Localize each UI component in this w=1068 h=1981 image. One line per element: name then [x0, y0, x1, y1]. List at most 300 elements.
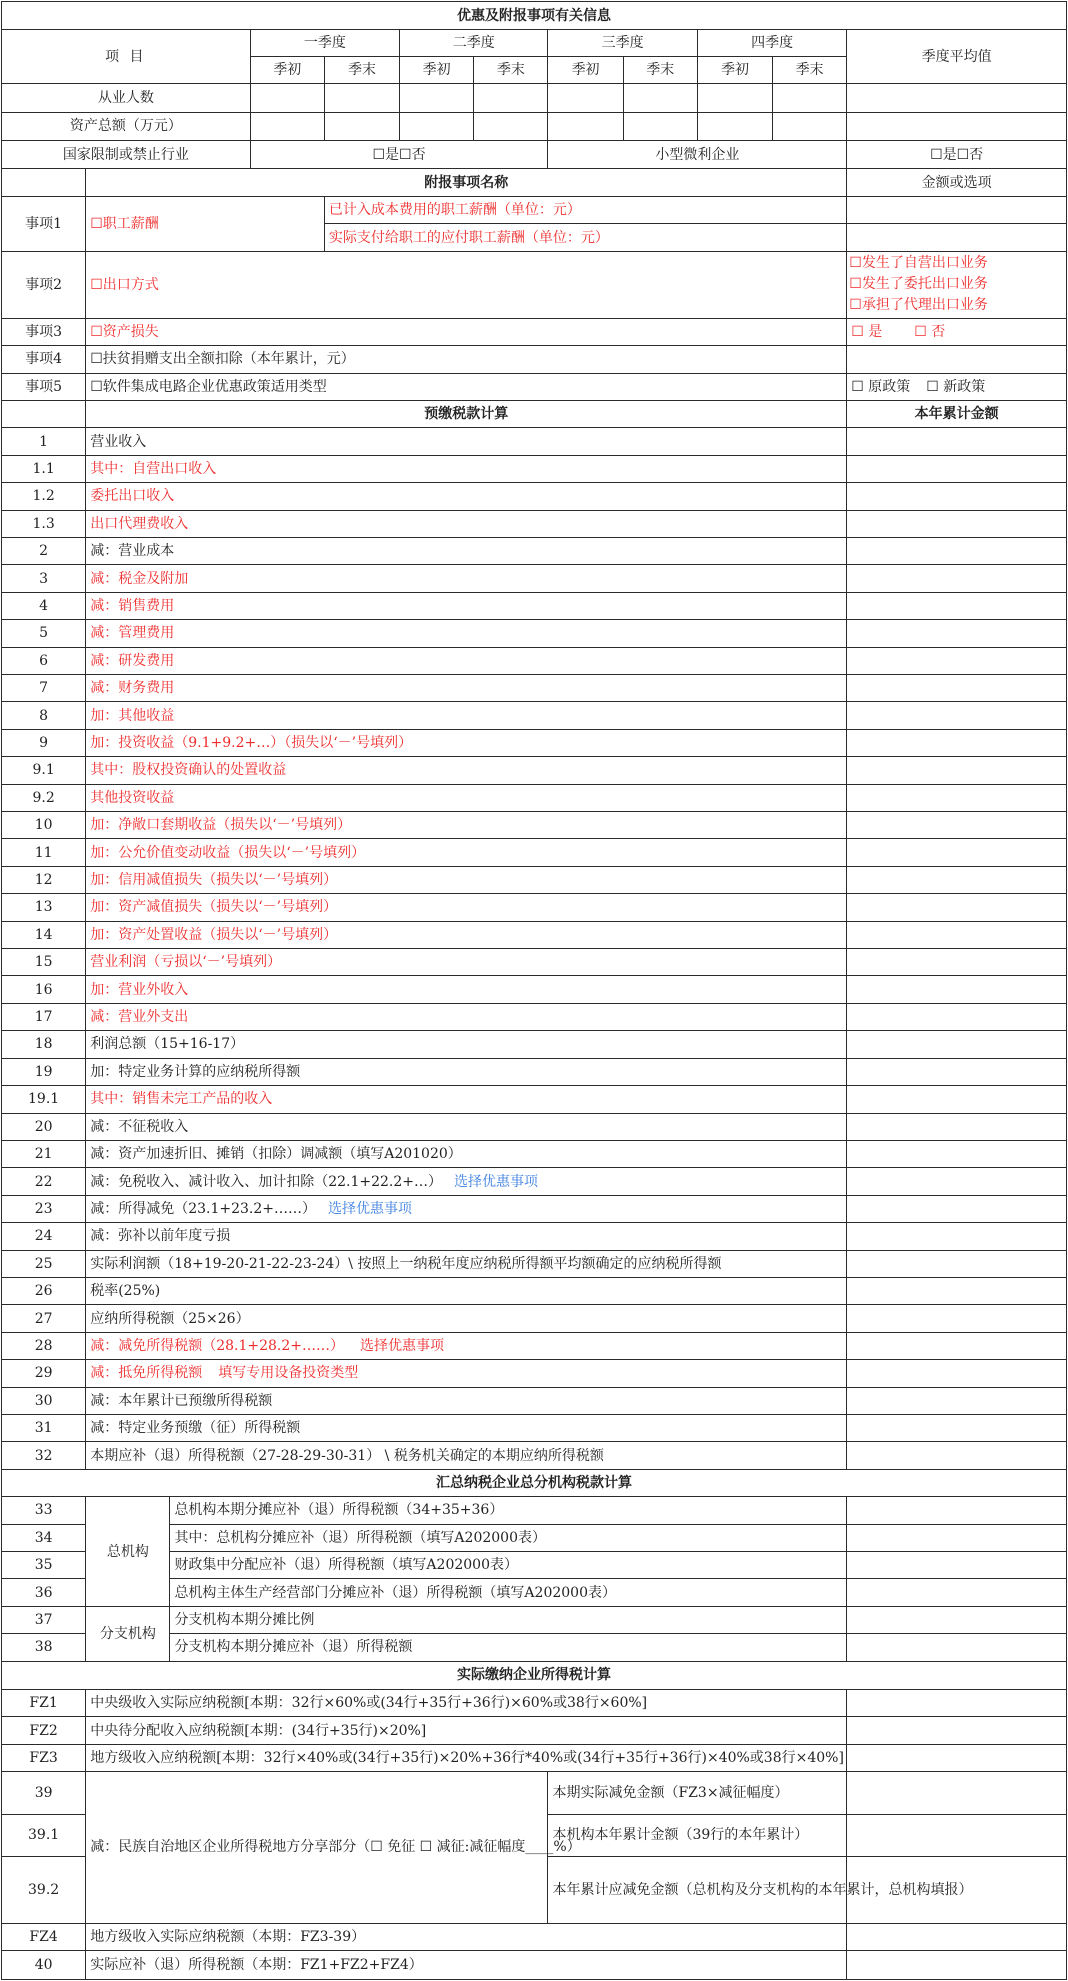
prepay-row-label: 营业利润（亏损以‘－’号填列） [90, 954, 282, 971]
prepay-row-label: 本期应补（退）所得税额（27-28-29-30-31） \ 税务机关确定的本期应纳所得税额 [90, 1447, 604, 1464]
prepay-row-text [86, 1113, 847, 1140]
prepay-row [2, 784, 1067, 811]
prepay-row-number: 25 [2, 1250, 86, 1277]
fz2-text: 中央待分配收入应纳税额[本期：(34行+35行)×20%] [86, 1717, 847, 1744]
employees-q3-end[interactable] [623, 84, 697, 112]
prepay-row-text [86, 1332, 847, 1359]
prepay-row-number: 1.1 [2, 455, 86, 482]
prepay-row-number: 19 [2, 1058, 86, 1085]
row39-2-sub: 本年累计应减免金额（总机构及分支机构的本年累计，总机构填报） [548, 1856, 847, 1923]
item2-opt-agent-export[interactable]: ☐承担了代理出口业务 [849, 297, 988, 314]
quarter-header-2: 二季度 [400, 30, 548, 56]
quarter-header-3: 三季度 [548, 30, 697, 56]
row39-number: 39 [2, 1772, 86, 1815]
prepay-row-label: 其中：销售未完工产品的收入 [90, 1091, 273, 1108]
prepay-row-amount[interactable] [847, 866, 1067, 893]
prepay-row [2, 1168, 1067, 1195]
quarter-header-1: 一季度 [250, 30, 399, 56]
prepay-row-number: 16 [2, 976, 86, 1003]
prepay-row-amount[interactable] [847, 784, 1067, 811]
item2-options [847, 251, 1067, 318]
prepay-row [2, 510, 1067, 537]
prepay-row-number: 14 [2, 921, 86, 948]
row39-2-number: 39.2 [2, 1856, 86, 1923]
prepay-row [2, 565, 1067, 592]
prepay-row-number: 12 [2, 866, 86, 893]
item3-no[interactable]: ☐ 否 [914, 323, 946, 340]
actual-title: 实际缴纳企业所得税计算 [2, 1661, 1067, 1689]
prepay-row-amount[interactable] [847, 565, 1067, 592]
prepay-row-amount[interactable] [847, 1086, 1067, 1113]
prepay-row-text [86, 729, 847, 756]
assets-q1-start[interactable] [250, 112, 324, 140]
employees-q3-start[interactable] [548, 84, 623, 112]
prepay-row-text [86, 1442, 847, 1469]
prepay-row-text [86, 976, 847, 1003]
prepay-row-number: 23 [2, 1195, 86, 1222]
restricted-industry-label: 国家限制或禁止行业 [2, 141, 251, 169]
prepay-row-number: 1.3 [2, 510, 86, 537]
fz2-amount[interactable] [847, 1717, 1067, 1744]
head-office-label: 总机构 [86, 1497, 170, 1607]
prepay-row-amount[interactable] [847, 949, 1067, 976]
fz1-amount[interactable] [847, 1690, 1067, 1717]
prepay-row-label: 减：减免所得税额（28.1+28.2+……） [90, 1337, 345, 1354]
assets-q3-end[interactable] [623, 112, 697, 140]
prepay-row-text [86, 894, 847, 921]
prepay-row-text [86, 1360, 847, 1387]
prepay-row-label: 减：不征税收入 [90, 1118, 189, 1135]
prepay-row-text [86, 1140, 847, 1167]
prepay-row-text [86, 1031, 847, 1058]
prepay-row-label: 加：信用减值损失（损失以‘－’号填列） [90, 872, 338, 889]
branch-row-number: 34 [2, 1524, 86, 1551]
prepay-row-label: 加：净敞口套期收益（损失以‘－’号填列） [90, 817, 352, 834]
prepay-row-number: 29 [2, 1360, 86, 1387]
avg-header: 季度平均值 [847, 30, 1067, 84]
branch-row-amount[interactable] [847, 1552, 1067, 1579]
prepay-row [2, 1387, 1067, 1414]
assets-q2-end[interactable] [474, 112, 548, 140]
prepay-row-amount[interactable] [847, 1442, 1067, 1469]
prepay-row-amount[interactable] [847, 620, 1067, 647]
row39-amount[interactable] [847, 1772, 1067, 1815]
branch-row-amount[interactable] [847, 1497, 1067, 1524]
row40-amount[interactable] [847, 1950, 1067, 1979]
prepay-row [2, 483, 1067, 510]
assets-q1-end[interactable] [324, 112, 399, 140]
prepay-row-text [86, 1414, 847, 1441]
row39-1-sub: 本机构本年累计金额（39行的本年累计） [548, 1814, 847, 1856]
prepay-row-text [86, 1003, 847, 1030]
branch-row-text: 分支机构本期分摊应补（退）所得税额 [170, 1634, 847, 1661]
branch-row-text: 总机构本期分摊应补（退）所得税额（34+35+36） [170, 1497, 847, 1524]
item3-options [847, 318, 1067, 345]
prepay-row-label: 营业收入 [90, 433, 147, 450]
branch-row-amount[interactable] [847, 1579, 1067, 1606]
prepay-row-number: 21 [2, 1140, 86, 1167]
prepay-row-number: 31 [2, 1414, 86, 1441]
prepay-row-text [86, 1387, 847, 1414]
item5-options [847, 373, 1067, 400]
prepay-row-amount[interactable] [847, 1414, 1067, 1441]
prepay-row-amount[interactable] [847, 1140, 1067, 1167]
prepay-row-amount[interactable] [847, 976, 1067, 1003]
q3-end-header: 季末 [623, 56, 697, 83]
prepay-row-action-link[interactable]: 填写专用设备投资类型 [218, 1365, 359, 1382]
prepay-amount-header: 本年累计金额 [847, 400, 1067, 427]
prepay-row-amount[interactable] [847, 812, 1067, 839]
prepay-row [2, 1031, 1067, 1058]
prepay-row [2, 675, 1067, 702]
branch-row-number: 36 [2, 1579, 86, 1606]
prepay-row-label: 委托出口收入 [90, 488, 175, 505]
item1-sub1-value[interactable] [847, 196, 1067, 223]
assets-average[interactable] [847, 112, 1067, 140]
info-title: 优惠及附报事项有关信息 [2, 2, 1067, 30]
q1-end-header: 季末 [324, 56, 399, 83]
prepay-row-text [86, 866, 847, 893]
prepay-row-amount[interactable] [847, 510, 1067, 537]
employees-q2-end[interactable] [474, 84, 548, 112]
row39-1-amount[interactable] [847, 1814, 1067, 1856]
attached-header-spacer [2, 169, 86, 196]
item1-label: 事项1 [2, 196, 86, 251]
prepay-row [2, 620, 1067, 647]
prepay-row-text [86, 483, 847, 510]
prepay-row [2, 1086, 1067, 1113]
q3-start-header: 季初 [548, 56, 623, 83]
fz4-number: FZ4 [2, 1923, 86, 1950]
assets-q2-start[interactable] [400, 112, 474, 140]
item2-opt-entrusted-export[interactable]: ☐发生了委托出口业务 [849, 276, 988, 293]
fz2-number: FZ2 [2, 1717, 86, 1744]
prepay-row-number: 24 [2, 1223, 86, 1250]
prepay-row-text [86, 702, 847, 729]
branch-row-amount[interactable] [847, 1524, 1067, 1551]
employees-q2-start[interactable] [400, 84, 474, 112]
prepay-row-label: 加：其他收益 [90, 707, 175, 724]
prepay-row-label: 减：抵免所得税额 [90, 1365, 203, 1382]
prepay-row-text [86, 1223, 847, 1250]
prepay-row-text [86, 1195, 847, 1222]
prepay-row-amount[interactable] [847, 894, 1067, 921]
prepay-row-number: 13 [2, 894, 86, 921]
prepay-row [2, 428, 1067, 455]
prepay-row-label: 减：弥补以前年度亏损 [90, 1228, 231, 1245]
prepay-row-label: 实际利润额（18+19-20-21-22-23-24）\ 按照上一纳税年度应纳税所得额平均额确定的应纳税所得额 [90, 1255, 722, 1272]
branch-office-label: 分支机构 [86, 1606, 170, 1661]
prepay-row [2, 866, 1067, 893]
select-preference-link[interactable]: 选择优惠事项 [454, 1173, 539, 1190]
prepay-row-text [86, 1058, 847, 1085]
quarter-header-4: 四季度 [697, 30, 846, 56]
prepay-row-amount[interactable] [847, 702, 1067, 729]
prepay-row-text [86, 592, 847, 619]
prepay-row-text [86, 757, 847, 784]
prepay-row-number: 20 [2, 1113, 86, 1140]
item3-name[interactable]: ☐资产损失 [86, 318, 847, 345]
prepay-row-amount[interactable] [847, 1195, 1067, 1222]
prepay-row-amount[interactable] [847, 839, 1067, 866]
prepay-row-number: 6 [2, 647, 86, 674]
assets-label: 资产总额（万元） [2, 112, 251, 140]
prepay-row-amount[interactable] [847, 428, 1067, 455]
prepay-row-label: 加：特定业务计算的应纳税所得额 [90, 1063, 301, 1080]
prepay-row-label: 其他投资收益 [90, 789, 175, 806]
prepay-row-action-link[interactable]: 选择优惠事项 [360, 1337, 445, 1354]
branch-row-text: 总机构主体生产经营部门分摊应补（退）所得税额（填写A202000表） [170, 1579, 847, 1606]
employees-average[interactable] [847, 84, 1067, 112]
prepay-row-number: 9 [2, 729, 86, 756]
prepay-row-label: 应纳所得税额（25×26） [90, 1310, 250, 1327]
prepay-row [2, 894, 1067, 921]
prepay-row [2, 949, 1067, 976]
branch-row-number: 33 [2, 1497, 86, 1524]
prepay-row-label: 加：公允价值变动收益（损失以‘－’号填列） [90, 844, 366, 861]
q4-start-header: 季初 [697, 56, 772, 83]
prepay-row-label: 加：资产处置收益（损失以‘－’号填列） [90, 926, 338, 943]
prepay-row [2, 729, 1067, 756]
prepay-row [2, 1442, 1067, 1469]
prepay-row-number: 1 [2, 428, 86, 455]
prepay-row [2, 592, 1067, 619]
prepay-row-label: 减：销售费用 [90, 597, 175, 614]
fz3-number: FZ3 [2, 1744, 86, 1771]
prepay-row-number: 30 [2, 1387, 86, 1414]
row40-text: 实际应补（退）所得税额（本期：FZ1+FZ2+FZ4） [86, 1950, 847, 1979]
prepay-row-number: 10 [2, 812, 86, 839]
prepay-row-amount[interactable] [847, 1058, 1067, 1085]
fz1-number: FZ1 [2, 1690, 86, 1717]
prepay-row-text [86, 565, 847, 592]
prepay-row-amount[interactable] [847, 921, 1067, 948]
prepay-row-text [86, 1305, 847, 1332]
item5-label: 事项5 [2, 373, 86, 400]
prepay-row-text [86, 784, 847, 811]
row39-sub: 本期实际减免金额（FZ3×减征幅度） [548, 1772, 847, 1815]
branch-row-number: 37 [2, 1606, 86, 1633]
prepay-row [2, 1113, 1067, 1140]
prepay-row-label: 其中：自营出口收入 [90, 460, 217, 477]
row39-1-number: 39.1 [2, 1814, 86, 1856]
small-micro-label: 小型微利企业 [548, 141, 847, 169]
prepay-row-amount[interactable] [847, 537, 1067, 564]
prepay-row-label: 加：资产减值损失（损失以‘－’号填列） [90, 899, 338, 916]
q1-start-header: 季初 [250, 56, 324, 83]
prepay-row-amount[interactable] [847, 1332, 1067, 1359]
prepay-row [2, 976, 1067, 1003]
prepay-row-amount[interactable] [847, 1113, 1067, 1140]
prepay-row [2, 647, 1067, 674]
fz3-text: 地方级收入应纳税额[本期：32行×40%或(34行+35行)×20%+36行*40%或(34行+35行+36行)×40%或38行×40%] [86, 1744, 847, 1771]
item2-name[interactable]: ☐出口方式 [86, 251, 847, 318]
prepay-row-number: 3 [2, 565, 86, 592]
prepay-row-text [86, 949, 847, 976]
prepay-row [2, 1305, 1067, 1332]
prepay-row [2, 1195, 1067, 1222]
item5-name[interactable]: ☐软件集成电路企业优惠政策适用类型 [86, 373, 847, 400]
item2-label: 事项2 [2, 251, 86, 318]
prepay-row-amount[interactable] [847, 455, 1067, 482]
prepay-row-amount[interactable] [847, 1387, 1067, 1414]
prepay-row-label: 减：营业成本 [90, 543, 175, 560]
employees-q1-start[interactable] [250, 84, 324, 112]
q2-start-header: 季初 [400, 56, 474, 83]
branch-row-number: 35 [2, 1552, 86, 1579]
prepay-row [2, 1277, 1067, 1304]
branch-row-text: 分支机构本期分摊比例 [170, 1606, 847, 1633]
fz3-amount[interactable] [847, 1744, 1067, 1771]
prepay-row-text [86, 428, 847, 455]
prepay-row [2, 702, 1067, 729]
q2-end-header: 季末 [474, 56, 548, 83]
prepay-row [2, 812, 1067, 839]
prepay-row-number: 7 [2, 675, 86, 702]
attached-header-value: 金额或选项 [847, 169, 1067, 196]
prepay-row-amount[interactable] [847, 1223, 1067, 1250]
item5-new-policy[interactable]: ☐ 新政策 [926, 378, 986, 395]
prepay-row-text [86, 839, 847, 866]
prepay-row-amount[interactable] [847, 1360, 1067, 1387]
prepay-row-text [86, 1277, 847, 1304]
prepay-row [2, 839, 1067, 866]
prepay-row-number: 9.2 [2, 784, 86, 811]
branch-row-amount[interactable] [847, 1634, 1067, 1661]
prepay-row-text [86, 1250, 847, 1277]
prepay-row-amount[interactable] [847, 1277, 1067, 1304]
item3-yes[interactable]: ☐ 是 [851, 323, 883, 340]
prepay-row [2, 455, 1067, 482]
prepay-row-label: 出口代理费收入 [90, 515, 189, 532]
branch-row-text: 财政集中分配应补（退）所得税额（填写A202000表） [170, 1552, 847, 1579]
prepay-row-text [86, 1086, 847, 1113]
prepay-row-amount[interactable] [847, 729, 1067, 756]
prepay-row-label: 减：营业外支出 [90, 1009, 189, 1026]
prepay-row-text [86, 675, 847, 702]
prepay-row-text [86, 921, 847, 948]
select-preference-link[interactable]: 选择优惠事项 [328, 1200, 413, 1217]
item2-opt-self-export[interactable]: ☐发生了自营出口业务 [849, 255, 988, 272]
prepay-row-label: 加：营业外收入 [90, 981, 189, 998]
prepay-row-text [86, 1168, 847, 1195]
employees-label: 从业人数 [2, 84, 251, 112]
prepay-row-label: 其中：股权投资确认的处置收益 [90, 762, 287, 779]
prepay-row [2, 1140, 1067, 1167]
prepay-row-label: 加：投资收益（9.1+9.2+…）（损失以‘－’号填列） [90, 735, 413, 752]
fz4-amount[interactable] [847, 1923, 1067, 1950]
prepay-row-text [86, 647, 847, 674]
prepay-row-text [86, 510, 847, 537]
item-header: 项 目 [2, 30, 251, 84]
prepay-row-label: 减：本年累计已预缴所得税额 [90, 1392, 273, 1409]
item1-sub2-value[interactable] [847, 224, 1067, 251]
prepay-row-number: 2 [2, 537, 86, 564]
prepay-row-number: 18 [2, 1031, 86, 1058]
prepay-row-number: 8 [2, 702, 86, 729]
prepay-row-number: 9.1 [2, 757, 86, 784]
prepay-row-label: 减：管理费用 [90, 625, 175, 642]
prepay-row-label: 减：资产加速折旧、摊销（扣除）调减额（填写A201020） [90, 1146, 462, 1163]
assets-q4-start[interactable] [697, 112, 772, 140]
prepay-row-amount[interactable] [847, 1250, 1067, 1277]
fz1-text: 中央级收入实际应纳税额[本期：32行×60%或(34行+35行+36行)×60%或38行×60%] [86, 1690, 847, 1717]
prepay-row-amount[interactable] [847, 1168, 1067, 1195]
row40-number: 40 [2, 1950, 86, 1979]
prepay-row-amount[interactable] [847, 757, 1067, 784]
assets-q3-start[interactable] [548, 112, 623, 140]
prepay-row-text [86, 537, 847, 564]
prepay-row [2, 1360, 1067, 1387]
prepay-row [2, 1250, 1067, 1277]
prepay-row-number: 1.2 [2, 483, 86, 510]
ethnic-reduction-text[interactable]: 减：民族自治地区企业所得税地方分享部分（☐ 免征 ☐ 减征:减征幅度____%） [86, 1772, 548, 1923]
item4-label: 事项4 [2, 346, 86, 373]
prepay-row-amount[interactable] [847, 647, 1067, 674]
prepay-row [2, 537, 1067, 564]
item5-old-policy[interactable]: ☐ 原政策 [851, 378, 911, 395]
prepay-row-number: 22 [2, 1168, 86, 1195]
prepay-row-number: 28 [2, 1332, 86, 1359]
prepay-row-label: 减：税金及附加 [90, 570, 189, 587]
prepay-row-number: 26 [2, 1277, 86, 1304]
prepay-row-number: 15 [2, 949, 86, 976]
prepay-row-number: 17 [2, 1003, 86, 1030]
employees-q4-start[interactable] [697, 84, 772, 112]
prepay-title: 预缴税款计算 [86, 400, 847, 427]
branch-row-text: 其中：总机构分摊应补（退）所得税额（填写A202000表） [170, 1524, 847, 1551]
prepay-header-spacer [2, 400, 86, 427]
prepay-row-number: 5 [2, 620, 86, 647]
prepay-row-number: 11 [2, 839, 86, 866]
prepay-row-amount[interactable] [847, 1003, 1067, 1030]
prepay-row-number: 19.1 [2, 1086, 86, 1113]
branch-row-number: 38 [2, 1634, 86, 1661]
small-micro-checkbox[interactable]: ☐是☐否 [847, 141, 1067, 169]
fz4-text: 地方级收入实际应纳税额（本期：FZ3-39） [86, 1923, 847, 1950]
employees-q1-end[interactable] [324, 84, 399, 112]
item3-label: 事项3 [2, 318, 86, 345]
prepay-row [2, 921, 1067, 948]
prepay-row-number: 27 [2, 1305, 86, 1332]
prepay-row-amount[interactable] [847, 1305, 1067, 1332]
prepay-row-amount[interactable] [847, 1031, 1067, 1058]
prepay-row-amount[interactable] [847, 592, 1067, 619]
prepay-row-text [86, 455, 847, 482]
assets-q4-end[interactable] [773, 112, 847, 140]
prepay-row-amount[interactable] [847, 675, 1067, 702]
item1-name[interactable]: ☐职工薪酬 [86, 196, 325, 251]
item4-value[interactable] [847, 346, 1067, 373]
prepay-row [2, 1332, 1067, 1359]
form-table [1, 1, 1067, 1980]
prepay-row-label: 减：研发费用 [90, 652, 175, 669]
prepay-row-label: 减：特定业务预缴（征）所得税额 [90, 1420, 301, 1437]
prepay-row-label: 减：免税收入、减计收入、加计扣除（22.1+22.2+…） [90, 1173, 443, 1190]
prepay-row [2, 1223, 1067, 1250]
prepay-row-text [86, 620, 847, 647]
item4-name[interactable]: ☐扶贫捐赠支出全额扣除（本年累计，元） [86, 346, 847, 373]
prepay-row-amount[interactable] [847, 483, 1067, 510]
branch-row-amount[interactable] [847, 1606, 1067, 1633]
q4-end-header: 季末 [773, 56, 847, 83]
attached-header-name: 附报事项名称 [86, 169, 847, 196]
branch-title: 汇总纳税企业总分机构税款计算 [2, 1469, 1067, 1496]
prepay-row-number: 32 [2, 1442, 86, 1469]
prepay-row-text [86, 812, 847, 839]
restricted-industry-checkbox[interactable]: ☐是☐否 [250, 141, 548, 169]
employees-q4-end[interactable] [773, 84, 847, 112]
